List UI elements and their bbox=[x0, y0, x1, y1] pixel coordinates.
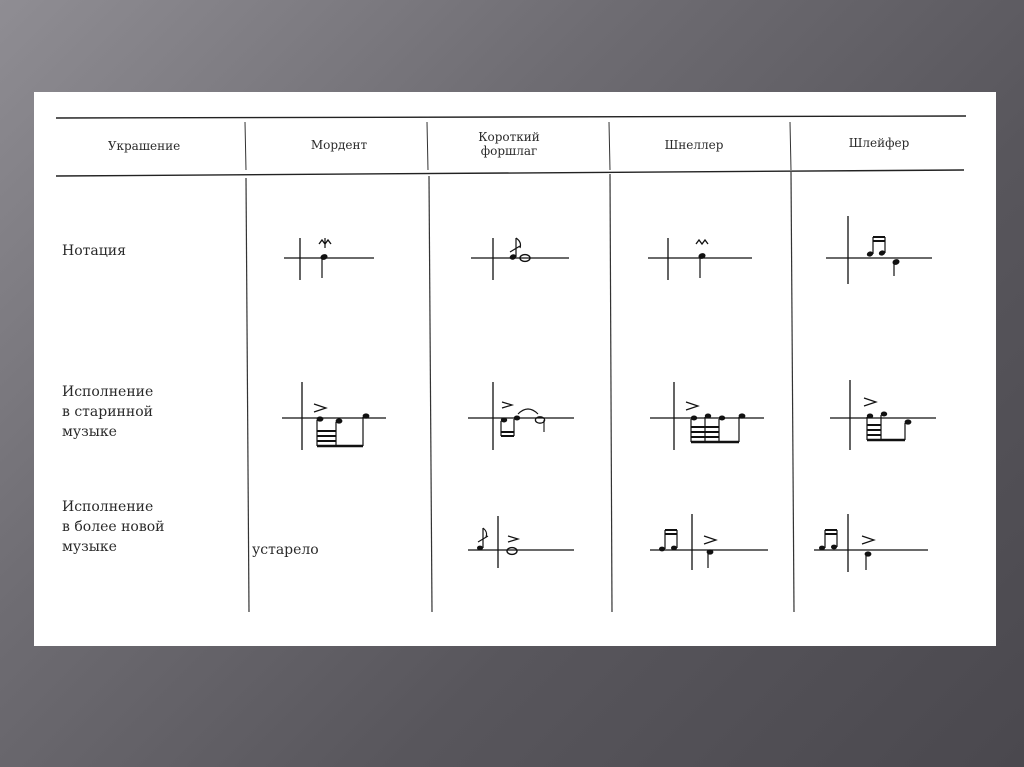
schneller-old-music-figure bbox=[648, 376, 768, 456]
row-label-notation-line1: Нотация bbox=[62, 243, 126, 259]
row-label-old-music-line1: Исполнение bbox=[62, 384, 154, 400]
header-short-appoggiatura-line2: форшлаг bbox=[480, 144, 538, 158]
header-schleifer-text: Шлейфер bbox=[848, 136, 910, 150]
row-label-old-music bbox=[62, 382, 153, 442]
row-label-newer-music-line2: в более новой bbox=[62, 519, 165, 535]
header-ornament-text: Украшение bbox=[107, 139, 181, 153]
header-ornament bbox=[94, 139, 194, 153]
header-schleifer bbox=[824, 136, 934, 150]
header-mordent bbox=[284, 138, 394, 152]
header-short-appoggiatura bbox=[454, 130, 564, 158]
header-mordent-text: Мордент bbox=[310, 138, 368, 152]
mordent-obsolete-label: устарело bbox=[252, 542, 319, 558]
header-schneller bbox=[639, 138, 749, 152]
row-label-old-music-line2: в старинной bbox=[62, 404, 153, 420]
row-label-notation bbox=[62, 241, 126, 261]
schleifer-old-music-figure bbox=[828, 376, 940, 456]
row-label-newer-music-line3: музыке bbox=[62, 539, 117, 555]
row-label-newer-music bbox=[62, 497, 165, 557]
row-label-old-music-line3: музыке bbox=[62, 424, 117, 440]
short-appoggiatura-old-music-figure bbox=[466, 376, 578, 456]
mordent-old-music-figure bbox=[280, 376, 390, 456]
header-short-appoggiatura-line1: Короткий bbox=[478, 130, 540, 144]
schleifer-newer-music-figure bbox=[812, 512, 932, 574]
short-appoggiatura-newer-music-figure bbox=[466, 512, 578, 572]
header-schneller-text: Шнеллер bbox=[664, 138, 724, 152]
mordent-obsolete-text bbox=[252, 540, 319, 560]
schleifer-notation-figure bbox=[824, 212, 934, 292]
schneller-notation-figure bbox=[646, 232, 756, 284]
row-label-newer-music-line1: Исполнение bbox=[62, 499, 154, 515]
schneller-newer-music-figure bbox=[648, 512, 772, 572]
mordent-notation-figure bbox=[282, 232, 378, 284]
slide bbox=[34, 92, 996, 646]
short-appoggiatura-notation-figure bbox=[469, 232, 573, 284]
